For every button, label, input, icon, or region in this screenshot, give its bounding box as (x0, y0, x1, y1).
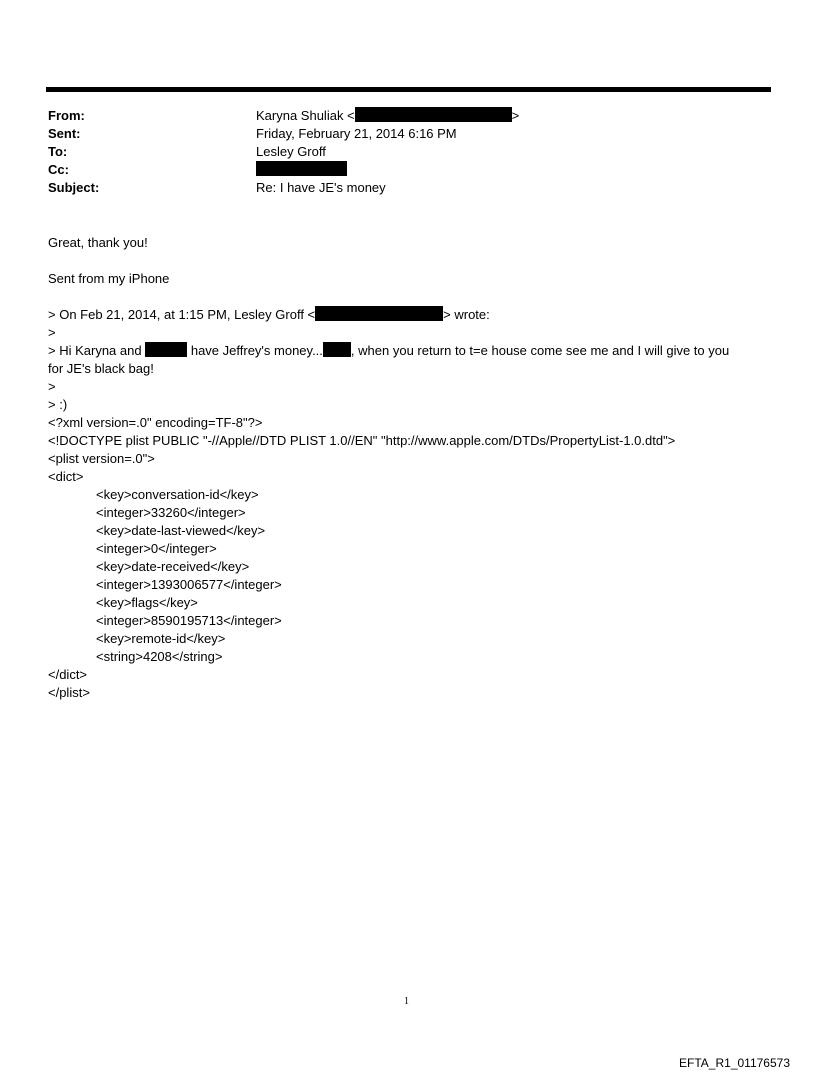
signature-text: Sent from my iPhone (48, 271, 170, 286)
subject-row (48, 179, 748, 197)
cc-value (256, 161, 347, 179)
quote-end: , when you return to t=e house come see me and I will give to you (350, 343, 730, 358)
quote-continuation-line: for JE's black bag! (48, 361, 154, 376)
redaction-bar (145, 342, 187, 357)
header-rule (46, 87, 771, 92)
quote-smile-line: > :) (48, 397, 68, 412)
sent-label: Sent: (48, 126, 81, 141)
doctype-line: <!DOCTYPE plist PUBLIC "-//Apple//DTD PLIST 1.0//EN" "http://www.apple.com/DTDs/PropertyList-1.0.dtd"> (48, 433, 676, 448)
from-label: From: (48, 108, 85, 123)
cc-row (48, 161, 748, 179)
to-value: Lesley Groff (256, 144, 326, 159)
dict-line: <string>4208</string> (96, 649, 223, 664)
dict-line: <integer>33260</integer> (96, 505, 246, 520)
dict-line: <key>remote-id</key> (96, 631, 226, 646)
quote-mid: have Jeffrey's money... (190, 343, 323, 358)
document-id: EFTA_R1_01176573 (679, 1056, 790, 1070)
from-close: > (511, 108, 520, 123)
quote-intro-line (48, 306, 490, 324)
sent-value: Friday, February 21, 2014 6:16 PM (256, 126, 457, 141)
quote-hi: > Hi Karyna and (48, 343, 142, 358)
to-row (48, 143, 748, 161)
dict-line: <key>flags</key> (96, 595, 198, 610)
dict-close-line: </dict> (48, 667, 88, 682)
from-name: Karyna Shuliak < (256, 108, 355, 123)
subject-label: Subject: (48, 180, 100, 195)
dict-line: <integer>8590195713</integer> (96, 613, 282, 628)
redaction-bar (256, 161, 347, 176)
sent-row (48, 125, 748, 143)
page-number: 1 (404, 996, 409, 1007)
dict-line: <key>date-last-viewed</key> (96, 523, 266, 538)
cc-label: Cc: (48, 162, 69, 177)
to-label: To: (48, 144, 68, 159)
plist-open-line: <plist version=.0"> (48, 451, 155, 466)
quote-intro-start: > On Feb 21, 2014, at 1:15 PM, Lesley Groff < (48, 307, 316, 322)
redaction-bar (323, 342, 351, 357)
greeting-text: Great, thank you! (48, 235, 148, 250)
redaction-bar (355, 107, 512, 122)
quote-intro-end: > wrote: (443, 307, 490, 322)
from-row (48, 107, 748, 125)
dict-open-line: <dict> (48, 469, 84, 484)
xml-declaration-line: <?xml version=.0" encoding=TF-8"?> (48, 415, 263, 430)
dict-line: <integer>0</integer> (96, 541, 217, 556)
redaction-bar (315, 306, 443, 321)
dict-line: <key>conversation-id</key> (96, 487, 259, 502)
dict-line: <integer>1393006577</integer> (96, 577, 282, 592)
from-value (256, 107, 519, 125)
quote-hi-line (48, 342, 729, 360)
plist-close-line: </plist> (48, 685, 90, 700)
quote-blank-line: > (48, 325, 56, 340)
dict-line: <key>date-received</key> (96, 559, 250, 574)
quote-blank-line: > (48, 379, 56, 394)
subject-value: Re: I have JE's money (256, 180, 386, 195)
